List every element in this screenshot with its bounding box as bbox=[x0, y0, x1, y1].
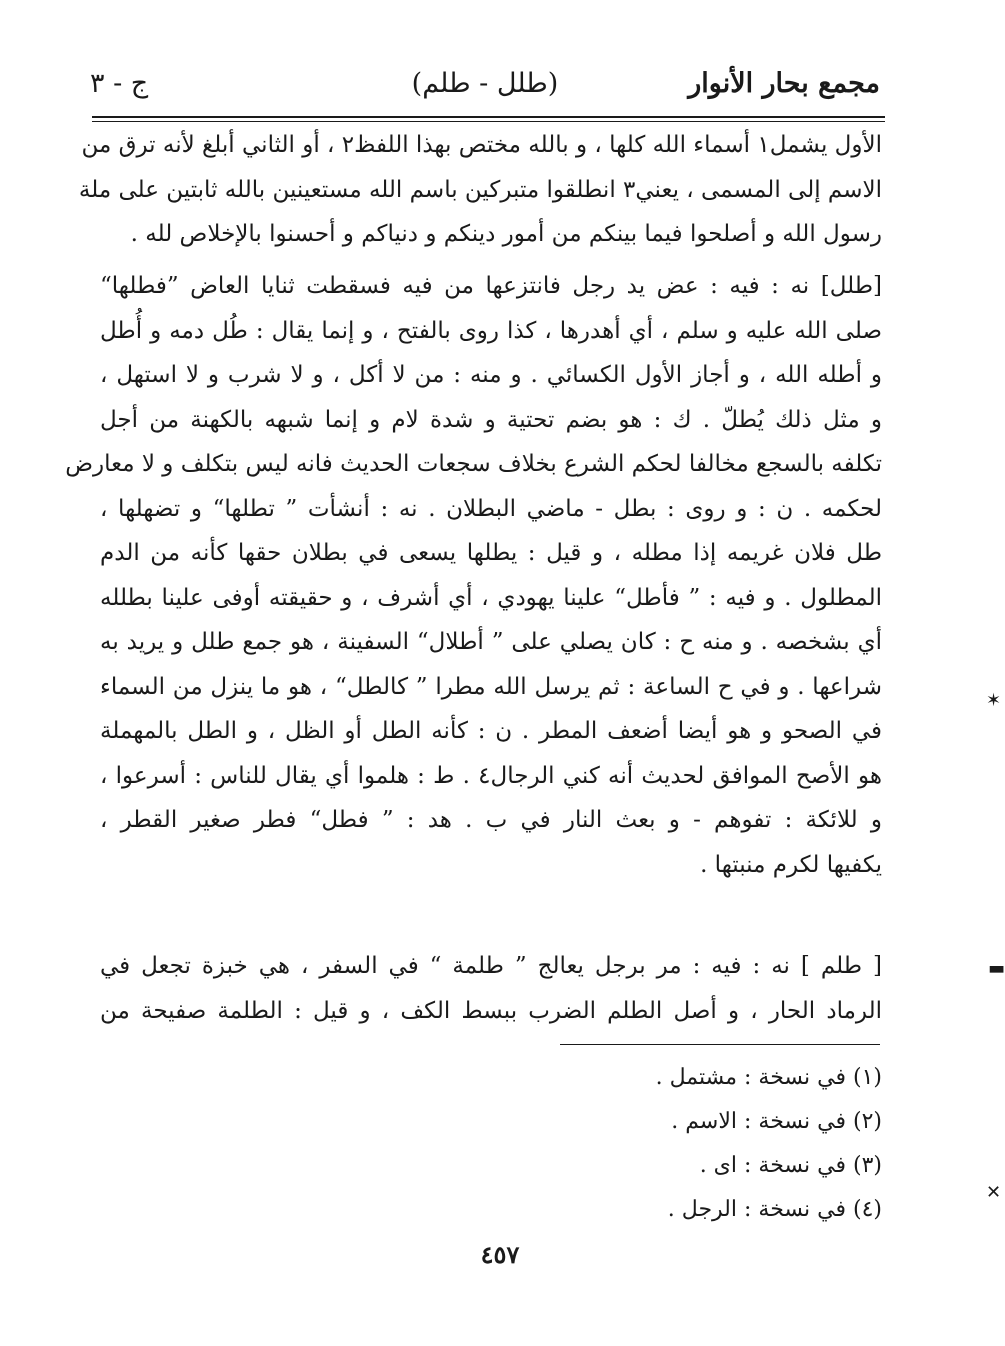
text-line: الاسم إلى المسمى ، يعني٣ انطلقوا متبركين باسم الله مستعينين بالله ثابتين على ملة bbox=[78, 176, 882, 203]
margin-star-mark: ✶ bbox=[986, 690, 1002, 711]
text-line: و أطله الله ، و أجاز الأول الكسائي . و منه : من لا أكل ، و لا شرب و لا استهل ، bbox=[100, 362, 882, 388]
text-line: الأول يشمل١ أسماء الله كلها ، و بالله مختص بهذا اللفظ٢ ، أو الثاني أبلغ لأنه ترق من bbox=[81, 132, 882, 158]
volume-label: ج - ٣ bbox=[90, 68, 149, 99]
header-rule-thin bbox=[92, 121, 885, 122]
header-rule bbox=[92, 116, 885, 118]
running-header bbox=[90, 60, 880, 110]
footnote-item: (٤) في نسخة : الرجل . bbox=[667, 1197, 882, 1222]
footnote-item: (٣) في نسخة : اى . bbox=[699, 1153, 882, 1178]
section-title: (طلل - طلم) bbox=[411, 68, 559, 99]
entry-talam bbox=[100, 944, 882, 1033]
text-line: هو الأصح الموافق لحديث أنه كني الرجال٤ . ط : هلموا أي يقال للناس : أسرعوا ، bbox=[100, 762, 882, 789]
text-line: [طلل] نه : فيه : عض يد رجل فانتزعها من فيه فسقطت ثنايا العاض ”فطلها“ bbox=[100, 273, 882, 299]
text-line: يكفيها لكرم منبتها . bbox=[700, 851, 882, 878]
text-line: تكلفه بالسجع مخالفا لحكم الشرع بخلاف سجعات الحديث فانه ليس بتكلف و لا معارض bbox=[65, 451, 882, 477]
text-line: و مثل ذلك يُطلّ . ك : هو بضم تحتية و شدة لام و إنما شبهه بالكهنة من أجل bbox=[100, 406, 882, 433]
text-line: لحكمه . ن : و روى : بطل - ماضي البطلان . نه : أنشأت ” تطلها“ و تضهلها ، bbox=[100, 495, 882, 522]
margin-cross-mark: ✕ bbox=[986, 1182, 1002, 1203]
footnotes bbox=[656, 1056, 882, 1232]
page-number: ٤٥٧ bbox=[480, 1240, 520, 1269]
margin-dash-mark: ▬ bbox=[988, 958, 1005, 979]
text-line: أي بشخصه . و منه ح : كان يصلي على ” أطلال“ السفينة ، هو جمع طلل و يريد به bbox=[100, 629, 882, 655]
text-line: طل فلان غريمه إذا مطله ، و قيل : يطلها يسعى في بطلان حقها كأنه من الدم bbox=[100, 540, 882, 566]
footnote-item: (٢) في نسخة : الاسم . bbox=[671, 1109, 882, 1134]
text-line: شراعها . و في ح الساعة : ثم يرسل الله مطرا ” كالطل“ ، هو ما ينزل من السماء bbox=[100, 673, 882, 700]
text-line: و للائكة : تفوهم - و بعث النار في ب . هد : ” فطل“ فطر صغير القطر ، bbox=[100, 807, 882, 833]
text-line: في الصحو و هو أيضا أضعف المطر . ن : كأنه الطل أو الظل ، و الطل بالمهملة bbox=[100, 718, 882, 744]
footnote-rule bbox=[560, 1044, 880, 1045]
book-title: مجمع بحار الأنوار bbox=[688, 68, 880, 99]
footnote-item: (١) في نسخة : مشتمل . bbox=[655, 1065, 882, 1090]
paragraph-continuation bbox=[78, 123, 882, 257]
text-line: المطلول . و فيه : ” فأطل“ علينا يهودي ، أي أشرف ، و حقيقته أوفى علينا بطلله bbox=[100, 584, 882, 611]
text-line: الرماد الحار ، و أصل الطلم الضرب ببسط الكف ، و قيل : الطلمة صفيحة من bbox=[100, 997, 882, 1024]
entry-talal bbox=[65, 264, 882, 887]
text-line: صلى الله عليه و سلم ، أي أهدرها ، كذا روى بالفتح ، و إنما يقال : طُل دمه و أُطل bbox=[100, 317, 882, 344]
text-line: [ طلم ] نه : فيه : مر برجل يعالج ” طلمة “ في السفر ، هي خبزة تجعل في bbox=[100, 953, 882, 979]
text-line: رسول الله و أصلحوا فيما بينكم من أمور دينكم و دنياكم و أحسنوا بالإخلاص لله . bbox=[130, 221, 882, 247]
